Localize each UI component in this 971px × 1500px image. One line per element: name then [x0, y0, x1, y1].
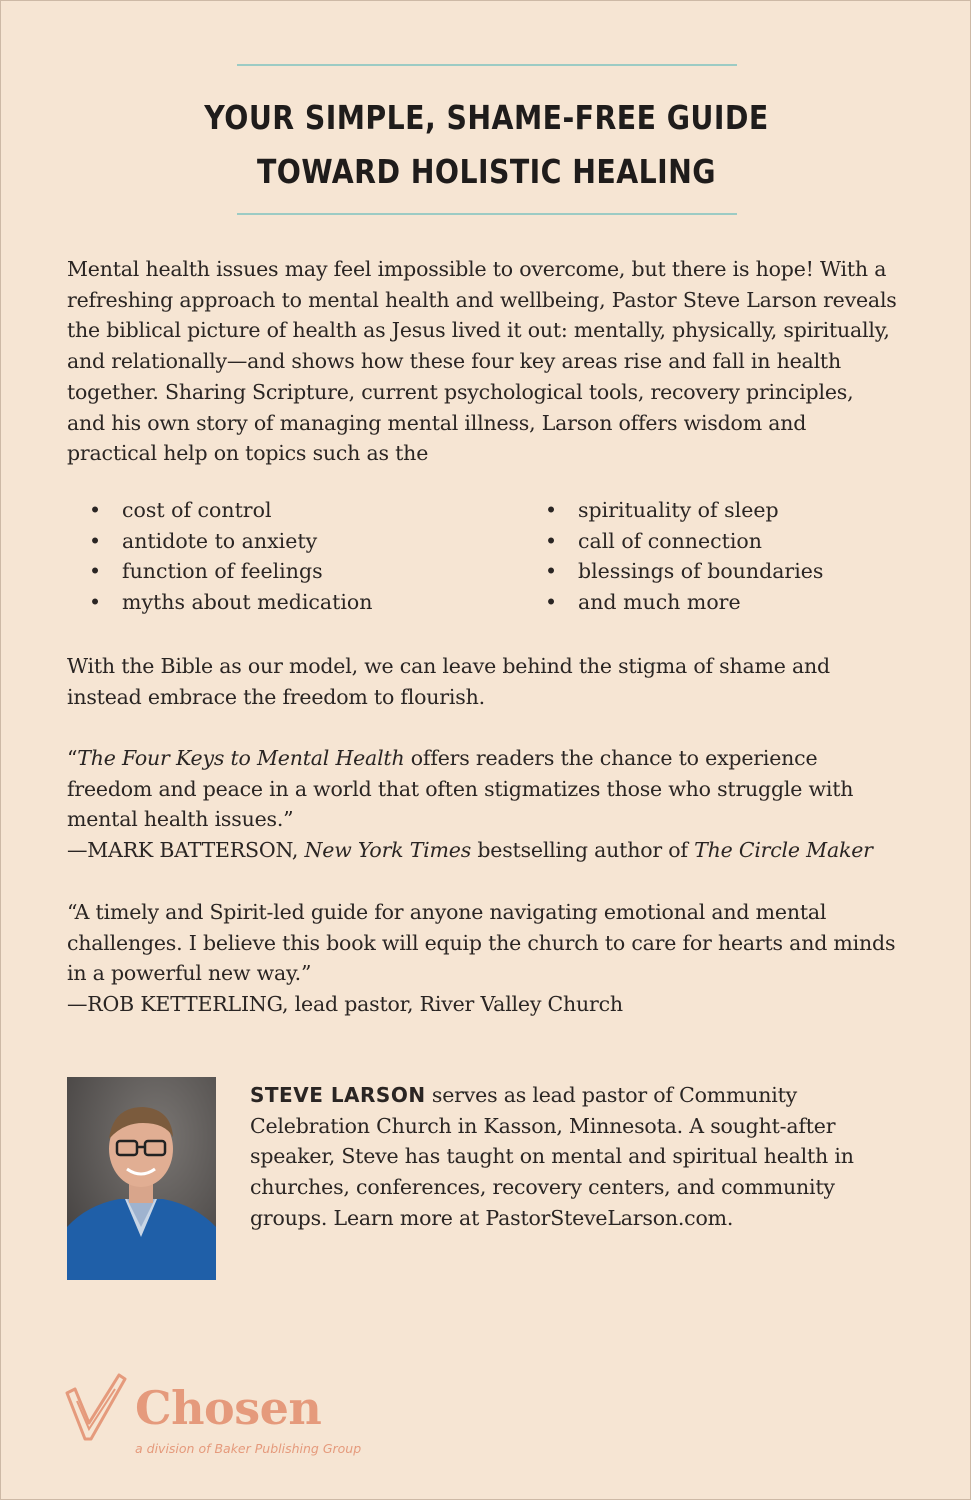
list-item: • antidote to anxiety: [89, 526, 372, 557]
author-photo: [67, 1077, 216, 1280]
headline-line-2: TOWARD HOLISTIC HEALING: [256, 152, 717, 191]
author-bio: [250, 1080, 890, 1234]
endorser-name: —MARK BATTERSON,: [67, 838, 305, 863]
endorsement-text: [67, 743, 897, 835]
list-item: • spirituality of sleep: [545, 495, 823, 526]
list-item: • blessings of boundaries: [545, 556, 823, 587]
topic-list-left: [89, 495, 372, 618]
publisher-tagline: a division of Baker Publishing Group: [135, 1441, 362, 1456]
quote-body: offers readers the chance to experience freedom and peace in a world that often stigmatizes those who struggle with mental health issues.”: [67, 746, 854, 832]
bottom-divider: [237, 213, 737, 215]
attribution-mid: bestselling author of: [471, 838, 695, 863]
list-item: • cost of control: [89, 495, 372, 526]
headline: [69, 91, 904, 199]
publication: New York Times: [304, 838, 472, 863]
endorsement-ketterling: [67, 897, 897, 1020]
endorsement-attribution: [67, 835, 897, 866]
list-item: • call of connection: [545, 526, 823, 557]
list-item: • and much more: [545, 587, 823, 618]
publisher-name: Chosen: [135, 1381, 322, 1435]
book-title: The Four Keys to Mental Health: [77, 746, 405, 770]
list-item: • myths about medication: [89, 587, 372, 618]
author-bio-text: serves as lead pastor of Community Celebration Church in Kasson, Minnesota. A sought-after speaker, Steve has taught on mental and spiritual health in churches, conferences, recovery centers, and community groups. Learn more at PastorSteveLarson.com.: [250, 1083, 854, 1230]
topic-list-right: [545, 495, 823, 618]
author-name: STEVE LARSON: [250, 1083, 426, 1107]
endorsement-text: “A timely and Spirit-led guide for anyone navigating emotional and mental challenges. I believe this book will equip the church to care for hearts and minds in a powerful new way.”: [67, 900, 896, 986]
list-item: • function of feelings: [89, 556, 372, 587]
endorser-role: lead pastor, River Valley Church: [294, 992, 623, 1017]
closing-paragraph: With the Bible as our model, we can leave behind the stigma of shame and instead embrace the freedom to flourish.: [67, 654, 830, 709]
quote-open: “: [67, 746, 78, 770]
chosen-checkmark-icon: [65, 1371, 129, 1443]
endorsement-batterson: [67, 743, 897, 866]
endorser-book: The Circle Maker: [694, 838, 873, 863]
endorser-name: —ROB KETTERLING,: [67, 992, 295, 1017]
top-divider: [237, 64, 737, 66]
intro-paragraph: Mental health issues may feel impossible to overcome, but there is hope! With a refreshing approach to mental health and wellbeing, Pastor Steve Larson reveals the biblical picture of health as Jesus lived it out: mentally, physically, spiritually, and relationally—and shows how these four key areas rise and fall in health together. Sharing Scripture, current psychological tools, recovery principles, and his own story of managing mental illness, Larson offers wisdom and practical help on topics such as the: [67, 257, 897, 466]
headline-line-1: YOUR SIMPLE, SHAME-FREE GUIDE: [204, 98, 769, 137]
endorsement-attribution: [67, 989, 897, 1020]
author-portrait-icon: [67, 1077, 216, 1280]
publisher-logo: [65, 1371, 385, 1461]
